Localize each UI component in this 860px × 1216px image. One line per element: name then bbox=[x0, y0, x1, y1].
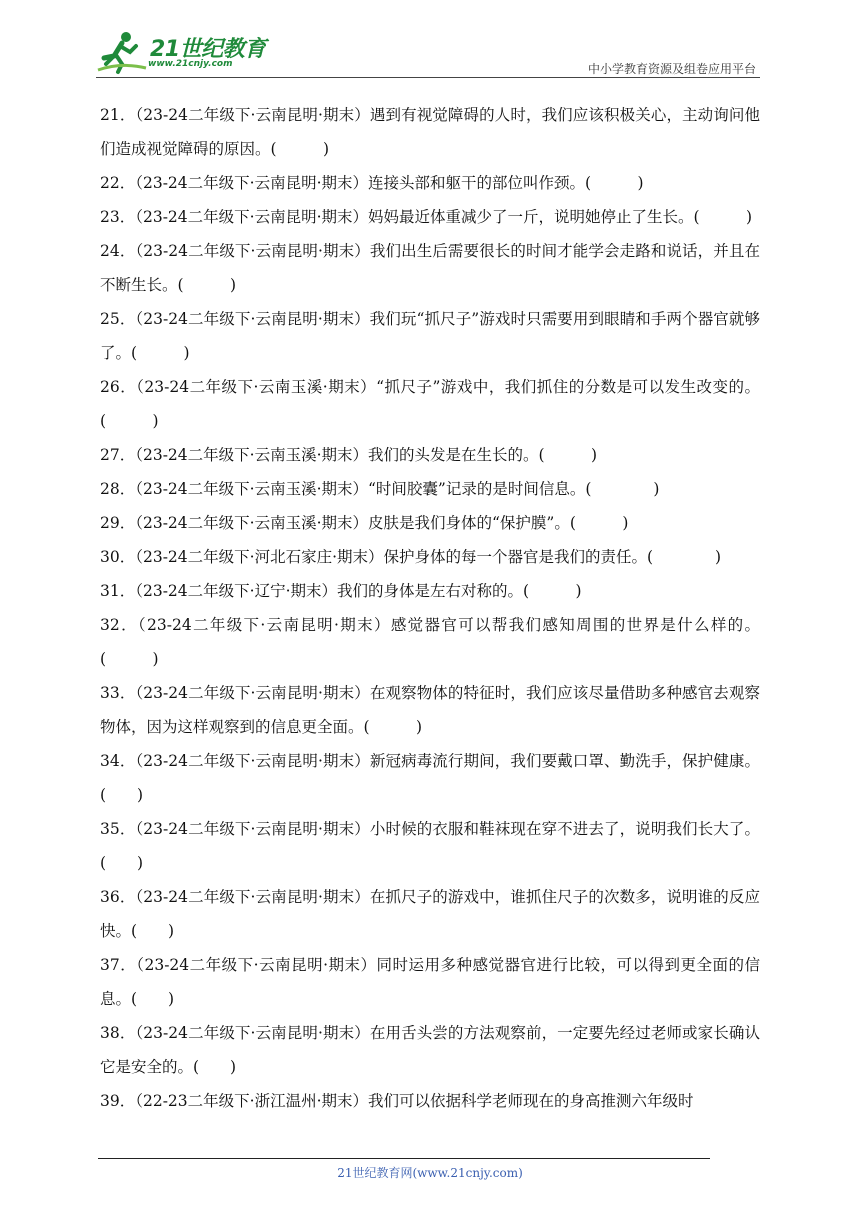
question-item: 29．（23-24二年级下·云南玉溪·期末）皮肤是我们身体的“保护膜”。( ) bbox=[100, 514, 629, 532]
page-header bbox=[0, 0, 860, 80]
question-item: 30．（23-24二年级下·河北石家庄·期末）保护身体的每一个器官是我们的责任。( ) bbox=[100, 548, 722, 566]
question-item: 38．（23-24二年级下·云南昆明·期末）在用舌头尝的方法观察前，一定要先经过老师或家长确认它是安全的。( ) bbox=[100, 1024, 760, 1076]
question-list bbox=[100, 98, 760, 1118]
site-logo[interactable] bbox=[96, 30, 266, 78]
footer-divider bbox=[98, 1158, 710, 1159]
question-item: 33．（23-24二年级下·云南昆明·期末）在观察物体的特征时，我们应该尽量借助多种感官去观察物体，因为这样观察到的信息更全面。( ) bbox=[100, 684, 760, 736]
question-item: 37．（23-24二年级下·云南昆明·期末）同时运用多种感觉器官进行比较，可以得到更全面的信息。( ) bbox=[100, 956, 760, 1008]
question-item: 25．（23-24二年级下·云南昆明·期末）我们玩“抓尺子”游戏时只需要用到眼睛和手两个器官就够了。( ) bbox=[100, 310, 760, 362]
header-divider bbox=[96, 77, 760, 78]
question-item: 34．（23-24二年级下·云南昆明·期末）新冠病毒流行期间，我们要戴口罩、勤洗手，保护健康。( ) bbox=[100, 752, 760, 804]
question-item: 24．（23-24二年级下·云南昆明·期末）我们出生后需要很长的时间才能学会走路和说话，并且在不断生长。( ) bbox=[100, 242, 760, 294]
runner-logo-icon bbox=[96, 30, 148, 76]
question-item: 27．（23-24二年级下·云南玉溪·期末）我们的头发是在生长的。( ) bbox=[100, 446, 598, 464]
question-item: 26．（23-24二年级下·云南玉溪·期末）“抓尺子”游戏中，我们抓住的分数是可以发生改变的。( ) bbox=[100, 378, 760, 430]
question-item: 39．（22-23二年级下·浙江温州·期末）我们可以依据科学老师现在的身高推测六年级时 bbox=[100, 1092, 694, 1110]
question-item: 35．（23-24二年级下·云南昆明·期末）小时候的衣服和鞋袜现在穿不进去了，说明我们长大了。( ) bbox=[100, 820, 760, 872]
logo-wordmark: 21世纪教育 bbox=[150, 37, 266, 62]
question-item: 21．（23-24二年级下·云南昆明·期末）遇到有视觉障碍的人时，我们应该积极关心，主动询问他们造成视觉障碍的原因。( ) bbox=[100, 106, 760, 158]
question-item: 23．（23-24二年级下·云南昆明·期末）妈妈最近体重减少了一斤，说明她停止了生长。( ) bbox=[100, 208, 753, 226]
question-item: 32．（23-24二年级下·云南昆明·期末）感觉器官可以帮我们感知周围的世界是什么样的。( ) bbox=[100, 616, 760, 668]
question-item: 31．（23-24二年级下·辽宁·期末）我们的身体是左右对称的。( ) bbox=[100, 582, 582, 600]
platform-name: 中小学教育资源及组卷应用平台 bbox=[587, 62, 756, 76]
question-item: 36．（23-24二年级下·云南昆明·期末）在抓尺子的游戏中，谁抓住尺子的次数多，说明谁的反应快。( ) bbox=[100, 888, 760, 940]
page-footer[interactable]: 21世纪教育网(www.21cnjy.com) bbox=[337, 1166, 523, 1180]
question-item: 28．（23-24二年级下·云南玉溪·期末）“时间胶囊”记录的是时间信息。( ) bbox=[100, 480, 660, 498]
logo-url: www.21cnjy.com bbox=[148, 59, 233, 69]
question-item: 22．（23-24二年级下·云南昆明·期末）连接头部和躯干的部位叫作颈。( ) bbox=[100, 174, 644, 192]
